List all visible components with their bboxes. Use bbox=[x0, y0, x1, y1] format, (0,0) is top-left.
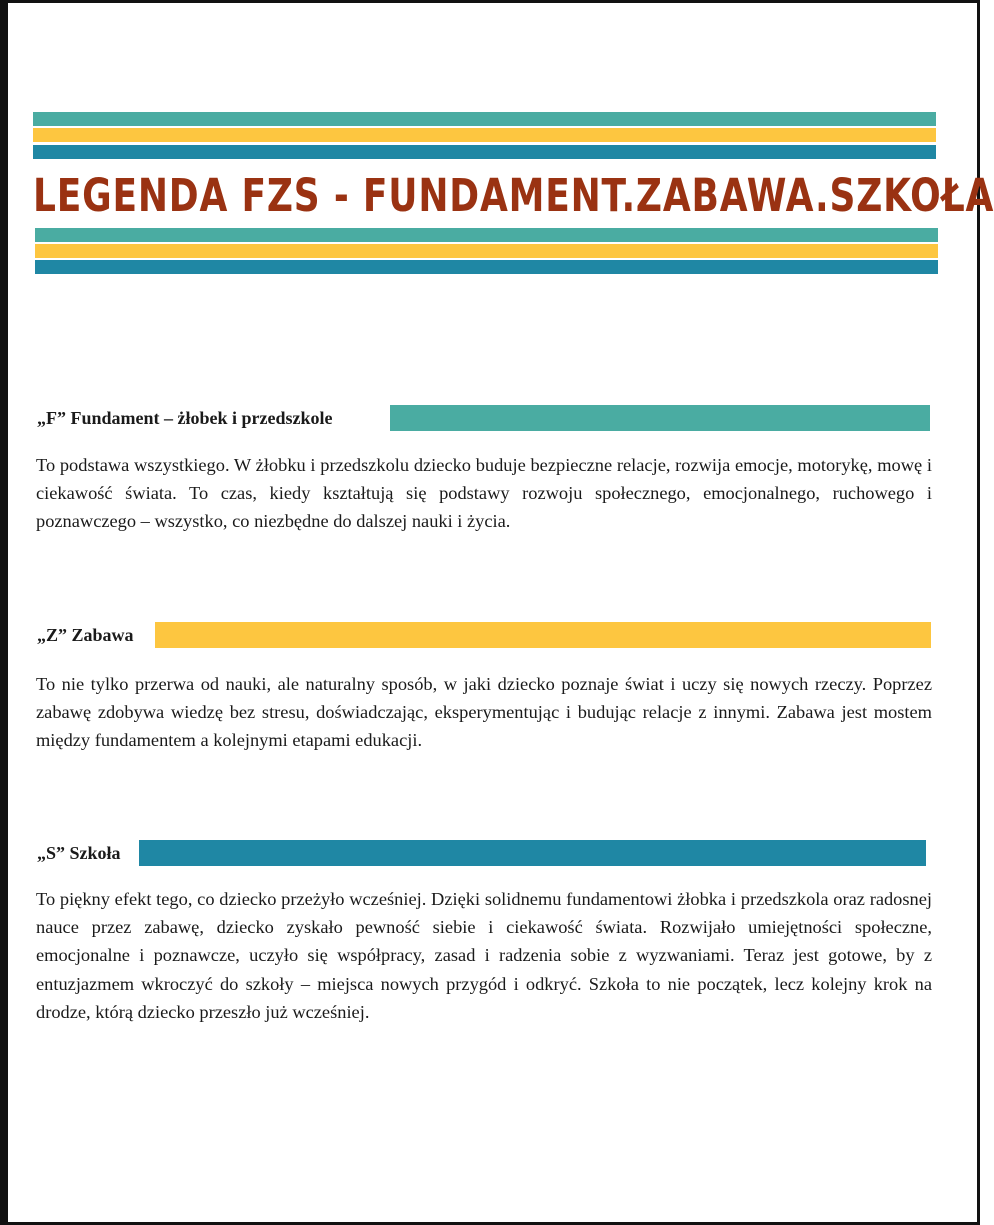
header-stripe-blue-top bbox=[33, 145, 936, 159]
section-heading-zabawa: „Z” Zabawa bbox=[37, 625, 134, 645]
section-text-fundament: To podstawa wszystkiego. W żłobku i przedszkolu dziecko buduje bezpieczne relacje, rozwija emocje, motorykę, mowę i ciekawość świata. To czas, kiedy kształtują się podstawy rozwoju społecznego, emocjonalnego, ruchowego i poznawczego – wszystko, co niezbędne do dalszej nauki i życia. bbox=[36, 455, 932, 532]
section-heading-fundament: „F” Fundament – żłobek i przedszkole bbox=[37, 408, 333, 428]
header-stripe-blue-bottom bbox=[35, 260, 938, 274]
section-text-szkola: To piękny efekt tego, co dziecko przeżyło wcześniej. Dzięki solidnemu fundamentowi żłobka i przedszkola oraz radosnej nauce przez zabawę, dziecko zyskało pewność siebie i ciekawość świata. Rozwijało umiejętności społeczne, emocjonalne i poznawcze, uczyło się współpracy, zasad i radzenia sobie z wyzwaniami. Teraz jest gotowe, by z entuzjazmem wkroczyć do szkoły – miejsca nowych przygód i odkryć. Szkoła to nie początek, lecz kolejny krok na drodze, którą dziecko przeszło już wcześniej. bbox=[36, 889, 932, 1022]
section-heading-szkola: „S” Szkoła bbox=[37, 843, 121, 863]
document-title: LEGENDA FZS - FUNDAMENT.ZABAWA.SZKOŁA bbox=[33, 169, 994, 222]
header-stripe-gold-top bbox=[33, 128, 936, 142]
header-stripe-gold-bottom bbox=[35, 244, 938, 258]
section-bar-szkola bbox=[139, 840, 926, 866]
section-bar-zabawa bbox=[155, 622, 931, 648]
section-bar-fundament bbox=[390, 405, 930, 431]
header-stripe-teal-top bbox=[33, 112, 936, 126]
section-text-zabawa: To nie tylko przerwa od nauki, ale naturalny sposób, w jaki dziecko poznaje świat i uczy się nowych rzeczy. Poprzez zabawę zdobywa wiedzę bez stresu, doświadczając, eksperymentując i budując relacje z innymi. Zabawa jest mostem między fundamentem a kolejnymi etapami edukacji. bbox=[36, 674, 932, 751]
header-stripe-teal-bottom bbox=[35, 228, 938, 242]
